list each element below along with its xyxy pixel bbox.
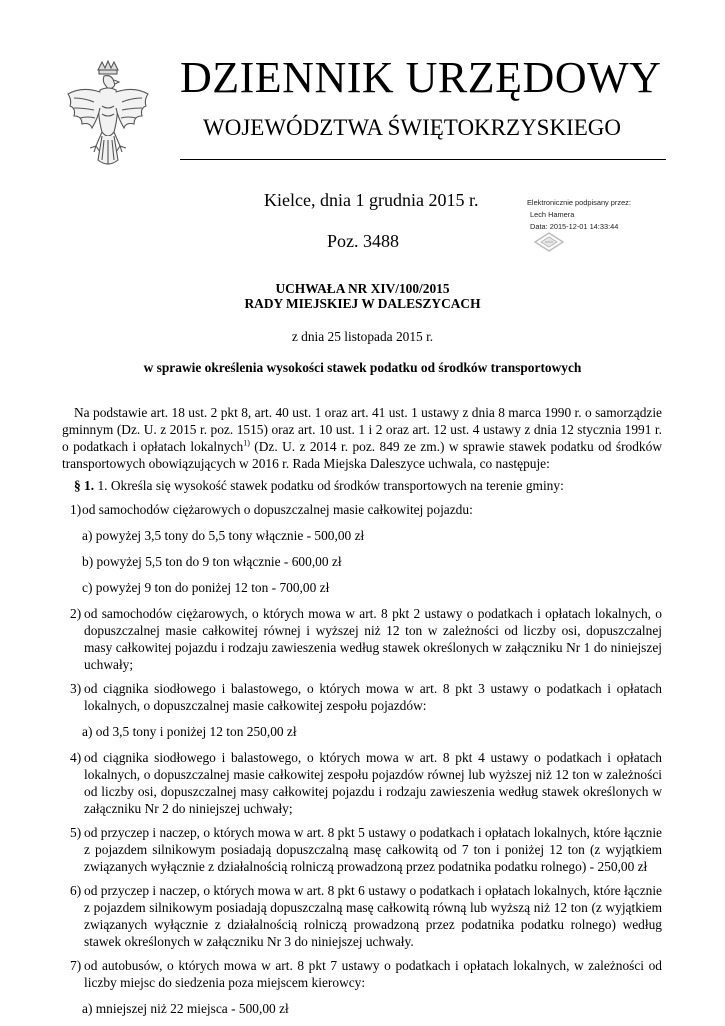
list-item-number: 3) xyxy=(70,681,82,696)
list-item-number: 1) xyxy=(70,502,82,517)
footnote-marker: 1) xyxy=(243,438,250,448)
list-item-text: od ciągnika siodłowego i balastowego, o których mowa w art. 8 pkt 3 ustawy o podatkach i opłatach lokalnych, o dopuszczalnej masie całkowitej zespołu pojazdów: xyxy=(84,681,662,713)
paragraph-1 xyxy=(74,477,662,494)
journal-title: DZIENNIK URZĘDOWY xyxy=(180,53,662,102)
place-date: Kielce, dnia 1 grudnia 2015 r. xyxy=(264,190,479,210)
paragraph-1-text: 1. Określa się wysokość stawek podatku od środków transportowych na terenie gminy: xyxy=(94,478,564,493)
list-item-text: od przyczep i naczep, o których mowa w art. 8 pkt 6 ustawy o podatkach i opłatach lokalnych, które łącznie z pojazdem silnikowym posiadają dopuszczalną masę całkowitą równą lub wyższą niż 12 ton (z wyjątkiem związanych wyłącznie z działalnością rolniczą prowadzoną przez podatnika podatku rolnego) według stawek określonych w załączniku Nr 3 do niniejszej uchwały. xyxy=(84,883,662,949)
list-item xyxy=(62,824,662,875)
list-item xyxy=(62,882,662,950)
legal-basis-text-b: (Dz. U. z 2014 r. poz. 849 ze zm.) w sprawie stawek podatku od środków transportowych obowiązujących w 2016 r. Rada Miejska Daleszyce uchwala, co następuje: xyxy=(62,439,662,471)
sub-item: a) mniejszej niż 22 miejsca - 500,00 zł xyxy=(82,1001,289,1016)
journal-subtitle: WOJEWÓDZTWA ŚWIĘTOKRZYSKIEGO xyxy=(203,115,621,140)
position-number: Poz. 3488 xyxy=(327,231,399,251)
list-item xyxy=(62,749,662,817)
sub-item: c) powyżej 9 ton do poniżej 12 ton - 700,00 zł xyxy=(82,580,330,595)
act-date: z dnia 25 listopada 2015 r. xyxy=(291,329,434,344)
sub-item: b) powyżej 5,5 ton do 9 ton włącznie - 600,00 zł xyxy=(82,554,342,569)
legal-basis-paragraph xyxy=(62,404,662,472)
list-item-number: 4) xyxy=(70,750,82,765)
list-item xyxy=(62,680,662,714)
masthead-divider xyxy=(180,159,666,160)
act-title-line-2: RADY MIEJSKIEJ W DALESZYCACH xyxy=(244,296,481,311)
legal-basis-text-a: Na podstawie art. 18 ust. 2 pkt 8, art. 40 ust. 1 oraz art. 41 ust. 1 ustawy z dnia 8 marca 1990 r. o samorządzie gminnym (Dz. U. z 2015 r. poz. 1515) oraz art. 10 ust. 1 i 2 oraz art. 12 ust. 4 ustawy z dnia 12 stycznia 1991 r. o podatkach i opłatach lokalnych xyxy=(62,405,662,454)
document-body xyxy=(62,404,662,1026)
list-item-text: od autobusów, o których mowa w art. 8 pkt 7 ustawy o podatkach i opłatach lokalnych, w zależności od liczby miejsc do siedzenia poza miejscem kierowcy: xyxy=(84,958,662,990)
act-title xyxy=(0,281,725,311)
electronic-signature xyxy=(527,198,677,258)
list-item-text: od samochodów ciężarowych, o których mowa w art. 8 pkt 2 ustawy o podatkach i opłatach lokalnych, o dopuszczalnej masie całkowitej równej i wyższej niż 12 ton w zależności od liczby osi, dopuszczalnej masy całkowitej pojazdu i rodzaju zawieszenia według stawek określonych w załączniku Nr 1 do niniejszej uchwały; xyxy=(84,606,662,672)
list-item xyxy=(62,501,662,518)
list-item-text: od samochodów ciężarowych o dopuszczalnej masie całkowitej pojazdu: xyxy=(82,502,473,517)
list-item-number: 5) xyxy=(70,825,82,840)
list-item-text: od ciągnika siodłowego i balastowego, o których mowa w art. 8 pkt 4 ustawy o podatkach i opłatach lokalnych, o dopuszczalnej masie całkowitej zespołu pojazdów równej lub wyższej niż 12 ton w zależności od liczby osi, dopuszczalnej masy całkowitej pojazdu i rodzaju zawieszenia według stawek określonych w załączniku Nr 2 do niniejszej uchwały; xyxy=(84,750,662,816)
list-item xyxy=(62,605,662,673)
polish-eagle-emblem xyxy=(62,60,154,172)
act-subject: w sprawie określenia wysokości stawek podatku od środków transportowych xyxy=(143,360,582,375)
signature-date: Data: 2015-12-01 14:33:44 xyxy=(530,222,619,231)
list-item-number: 2) xyxy=(70,606,82,621)
list-item-number: 7) xyxy=(70,958,82,973)
sub-item: a) powyżej 3,5 tony do 5,5 tony włącznie - 500,00 zł xyxy=(82,528,365,543)
signature-signer-name: Lech Hamera xyxy=(530,210,575,219)
act-title-line-1: UCHWAŁA NR XIV/100/2015 xyxy=(275,281,450,296)
list-item-number: 6) xyxy=(70,883,82,898)
list-item xyxy=(62,957,662,991)
sub-item: a) od 3,5 tony i poniżej 12 ton 250,00 zł xyxy=(82,724,297,739)
list-item-text: od przyczep i naczep, o których mowa w art. 8 pkt 5 ustawy o podatkach i opłatach lokalnych, które łącznie z pojazdem silnikowym posiadają dopuszczalną masę całkowitą od 7 ton i poniżej 12 ton (z wyjątkiem związanych wyłącznie z działalnością rolniczą prowadzoną przez podatnika podatku rolnego) - 250,00 zł xyxy=(84,825,662,874)
signature-stamp-icon xyxy=(531,230,567,254)
signature-line-signed-by: Elektronicznie podpisany przez: xyxy=(527,198,631,207)
paragraph-1-mark: § 1. xyxy=(74,478,95,493)
